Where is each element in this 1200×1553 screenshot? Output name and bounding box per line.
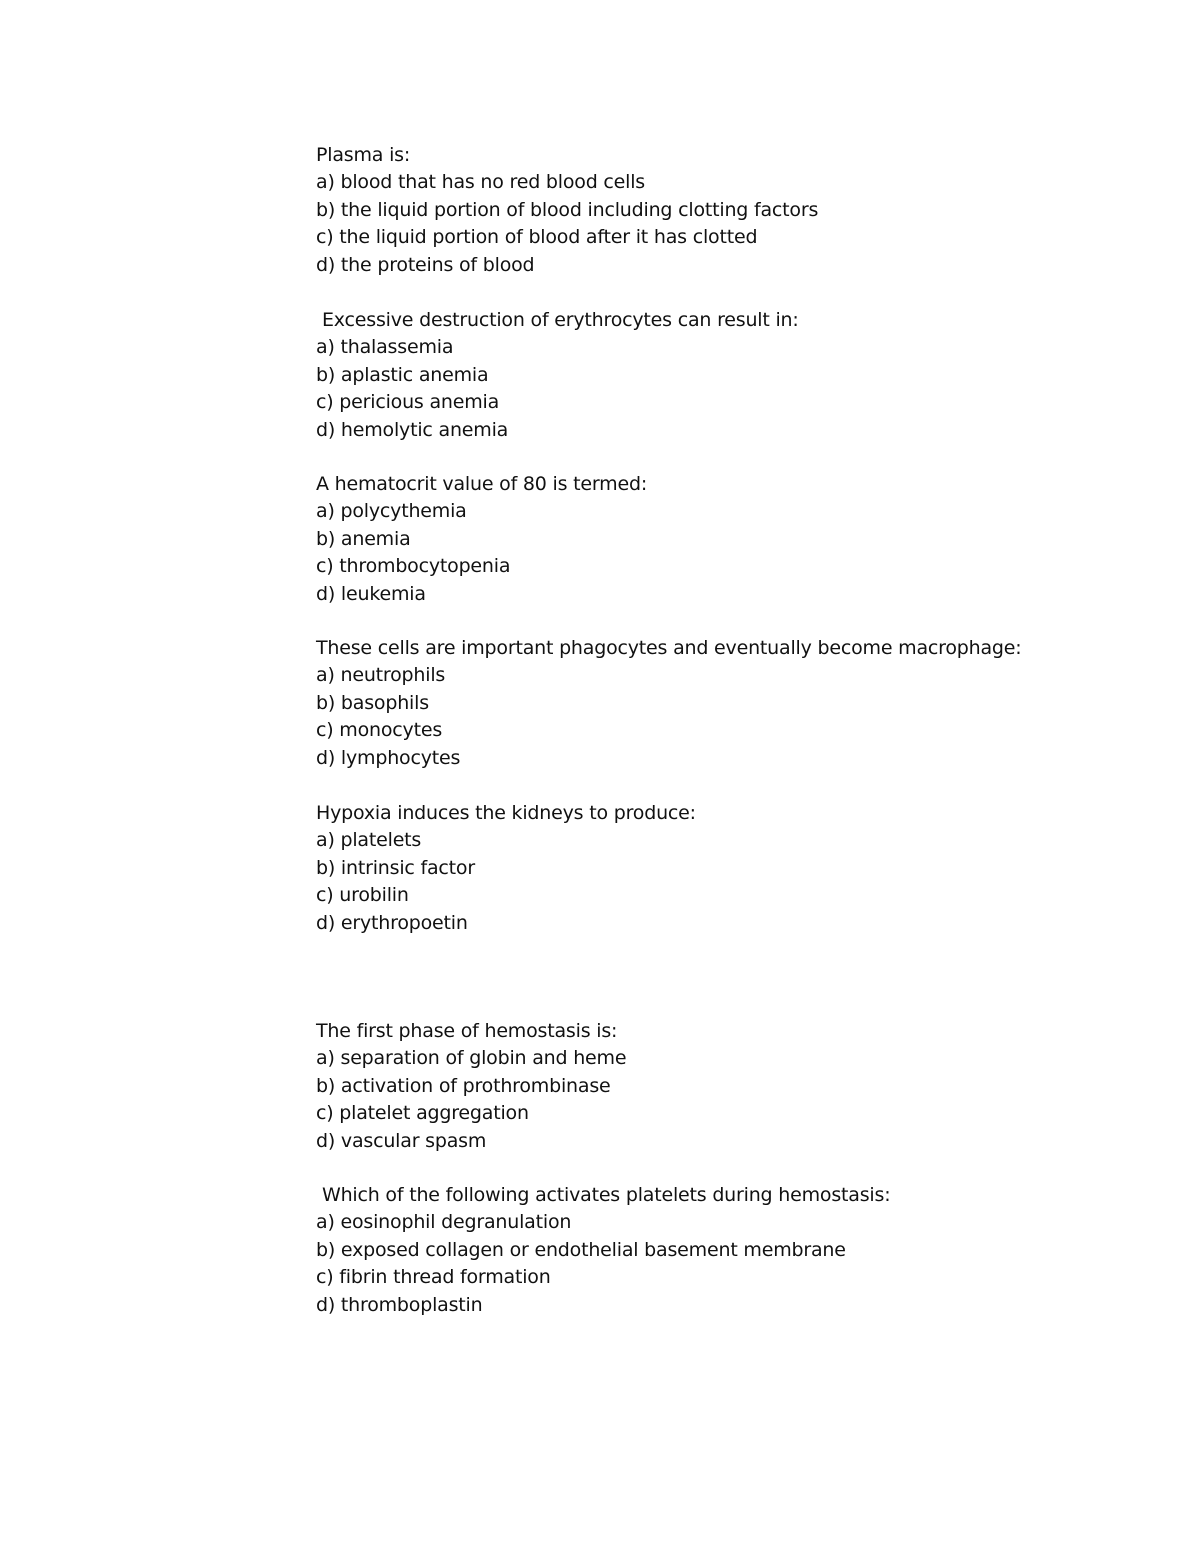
answer-option-b: b) exposed collagen or endothelial basement membrane	[316, 1238, 846, 1261]
answer-option-a: a) separation of globin and heme	[316, 1047, 627, 1070]
question-stem: The first phase of hemostasis is:	[316, 1020, 618, 1042]
question-3	[316, 471, 1036, 608]
answer-option-c: c) platelet aggregation	[316, 1102, 529, 1125]
question-7	[316, 1182, 1036, 1319]
answer-option-a: a) eosinophil degranulation	[316, 1211, 572, 1234]
answer-option-b: b) activation of prothrombinase	[316, 1074, 611, 1097]
answer-option-d: d) lymphocytes	[316, 746, 461, 769]
question-stem: Hypoxia induces the kidneys to produce:	[316, 802, 696, 824]
answer-option-d: d) erythropoetin	[316, 911, 468, 934]
answer-option-b: b) intrinsic factor	[316, 856, 475, 879]
question-stem: Which of the following activates platelets during hemostasis:	[322, 1184, 891, 1206]
answer-option-b: b) aplastic anemia	[316, 363, 489, 386]
question-4	[316, 635, 1036, 772]
answer-option-c: c) fibrin thread formation	[316, 1266, 551, 1289]
question-1	[316, 142, 1036, 279]
answer-option-c: c) the liquid portion of blood after it has clotted	[316, 226, 758, 249]
answer-option-d: d) the proteins of blood	[316, 253, 535, 276]
question-6	[316, 1018, 1036, 1155]
answer-option-a: a) thalassemia	[316, 336, 454, 359]
answer-option-a: a) polycythemia	[316, 500, 467, 523]
answer-option-d: d) hemolytic anemia	[316, 418, 509, 441]
question-stem: Excessive destruction of erythrocytes can result in:	[322, 309, 799, 331]
question-stem: These cells are important phagocytes and eventually become macrophage:	[316, 637, 1022, 659]
question-2	[316, 307, 1036, 444]
question-stem: Plasma is:	[316, 144, 411, 166]
answer-option-a: a) blood that has no red blood cells	[316, 171, 646, 194]
answer-option-c: c) pericious anemia	[316, 391, 500, 414]
answer-option-a: a) neutrophils	[316, 664, 446, 687]
answer-option-b: b) anemia	[316, 527, 411, 550]
answer-option-a: a) platelets	[316, 829, 422, 852]
answer-option-c: c) monocytes	[316, 719, 443, 742]
answer-option-c: c) urobilin	[316, 884, 409, 907]
question-5	[316, 800, 1036, 937]
answer-option-b: b) the liquid portion of blood including clotting factors	[316, 198, 819, 221]
answer-option-d: d) vascular spasm	[316, 1129, 487, 1152]
answer-option-d: d) leukemia	[316, 582, 426, 605]
answer-option-b: b) basophils	[316, 691, 429, 714]
answer-option-d: d) thromboplastin	[316, 1293, 483, 1316]
question-stem: A hematocrit value of 80 is termed:	[316, 473, 648, 495]
answer-option-c: c) thrombocytopenia	[316, 555, 511, 578]
